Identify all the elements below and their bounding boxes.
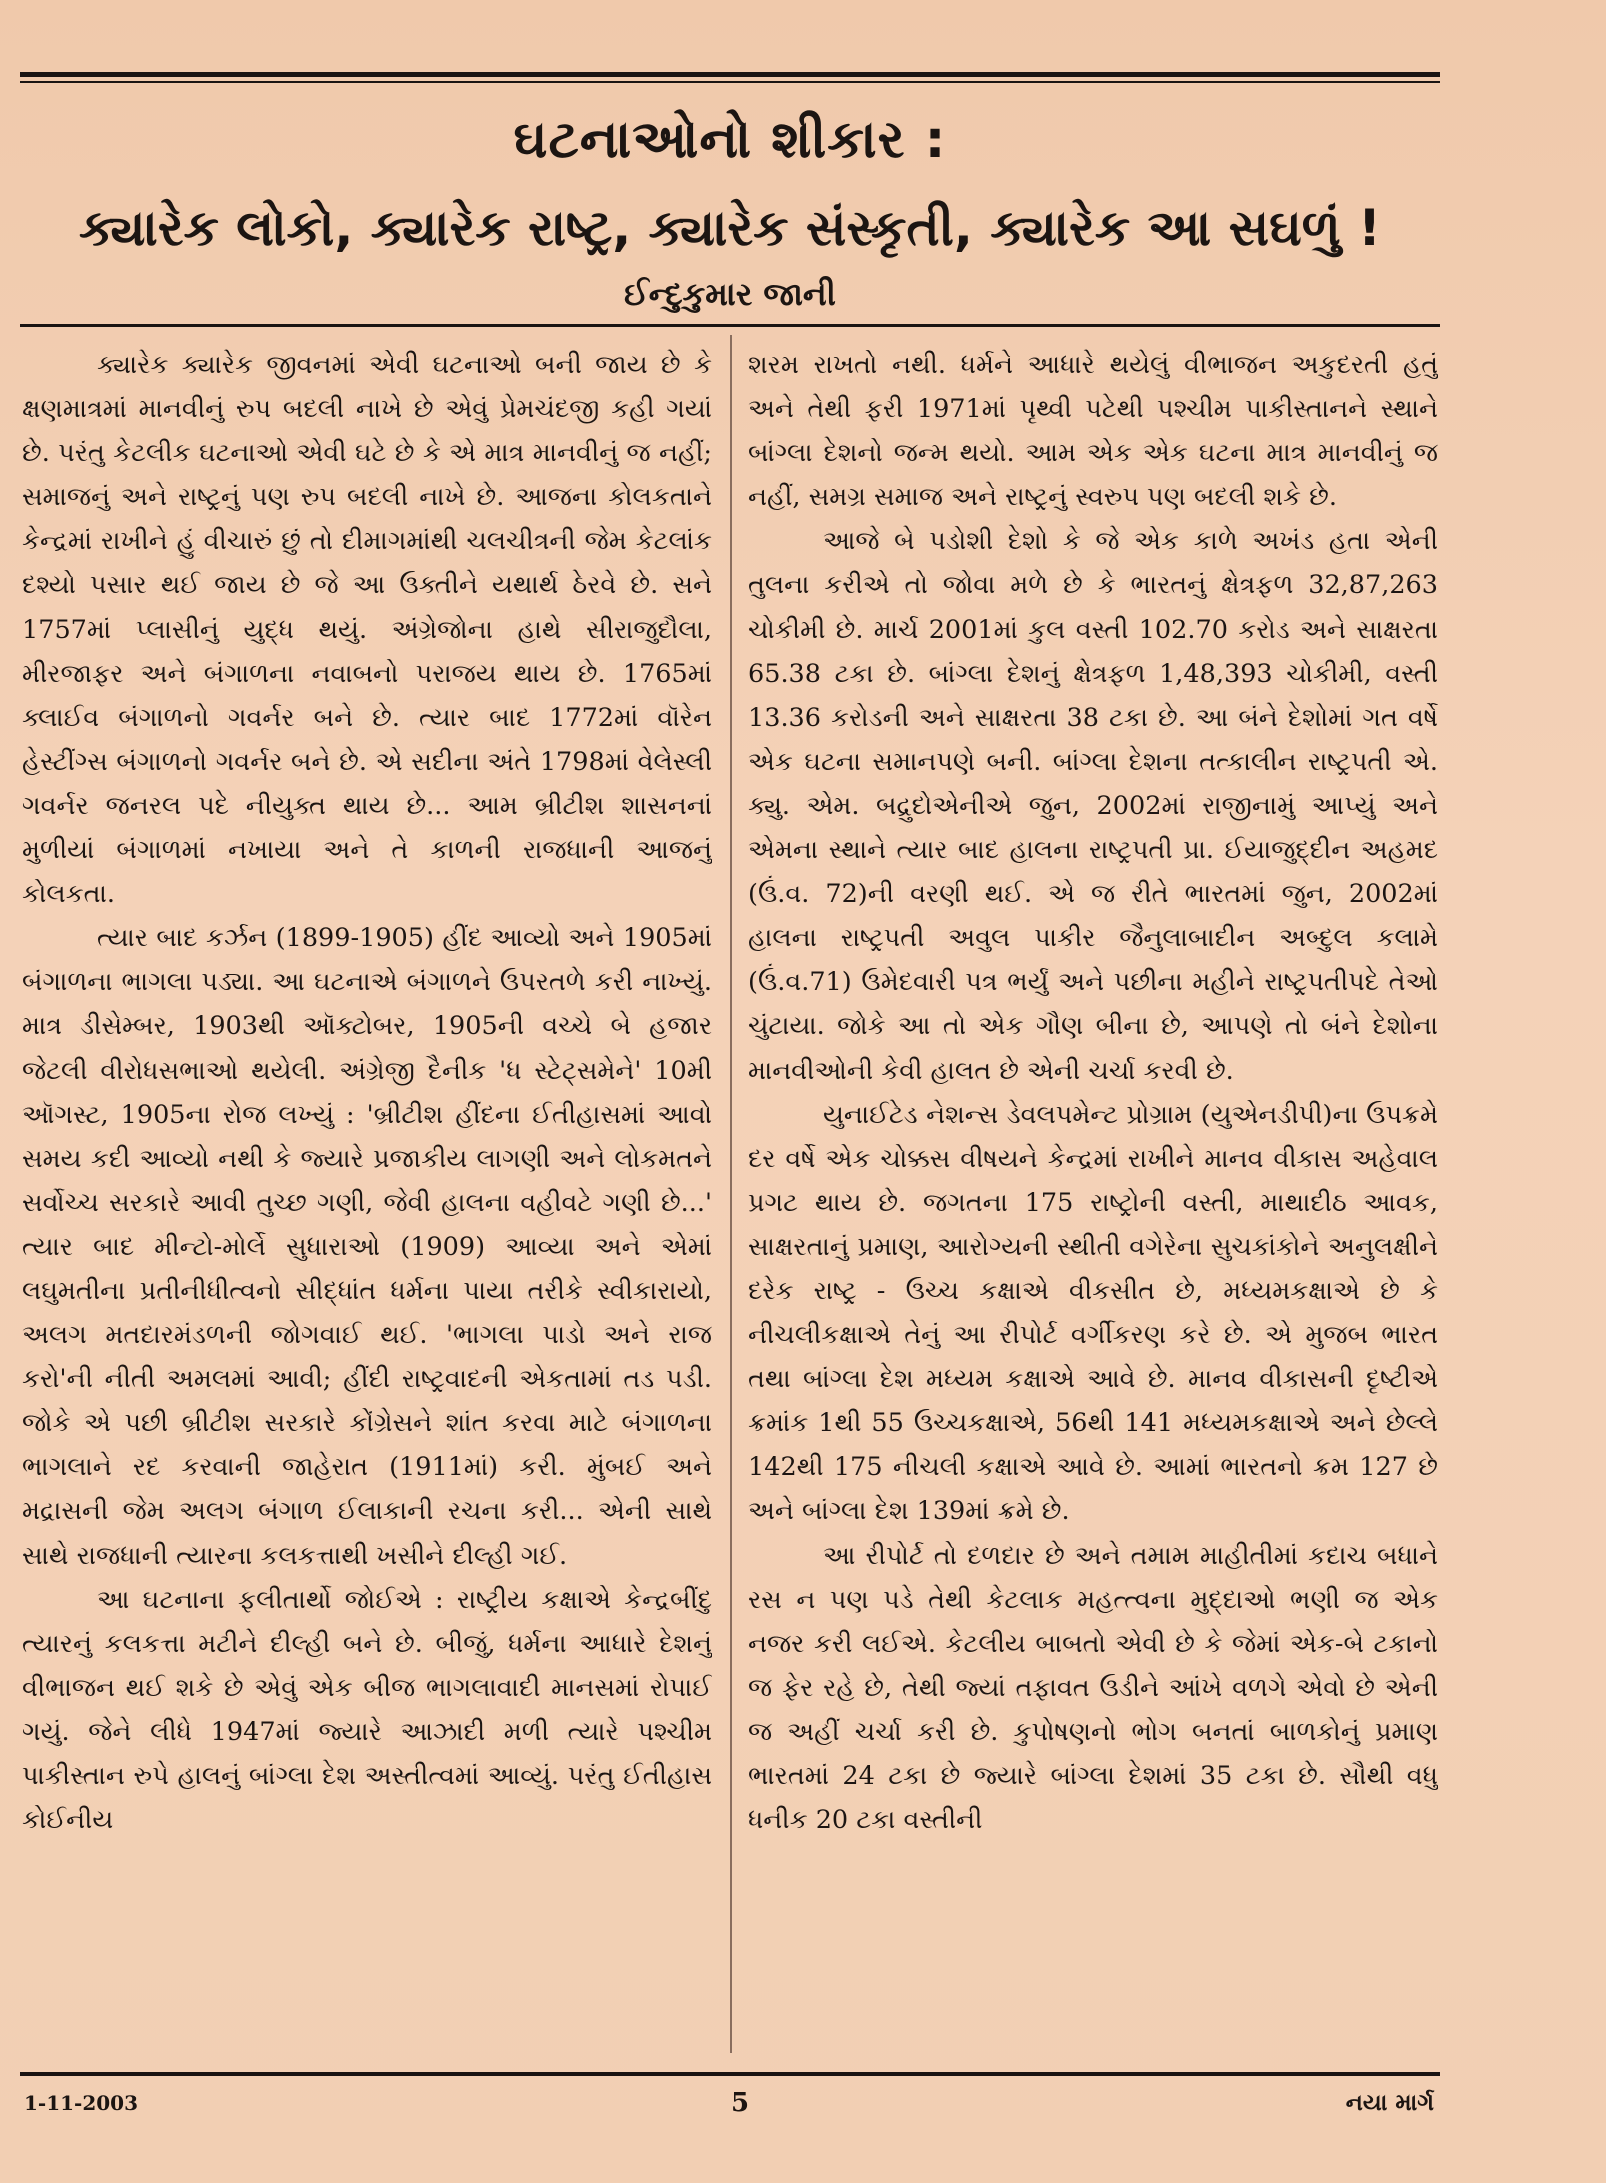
issue-date: 1-11-2003 [24, 2091, 139, 2115]
right-column [748, 343, 1438, 2048]
header-rule [20, 324, 1440, 327]
paragraph: યુનાઈટેડ નેશન્સ ડેવલપમેન્ટ પ્રોગ્રામ (યુએનડીપી)ના ઉપક્રમે દર વર્ષે એક ચોક્કસ વીષયને કેન્દ્રમાં રાખીને માનવ વીકાસ અહેવાલ પ્રગટ થાય છે. જગતના 175 રાષ્ટ્રોની વસ્તી, માથાદીઠ આવક, સાક્ષરતાનું પ્રમાણ, આરોગ્યની સ્થીતી વગેરેના સુચકાંકોને અનુલક્ષીને દરેક રાષ્ટ્ર - ઉચ્ચ કક્ષાએ વીકસીત છે, મધ્યમકક્ષાએ છે કે નીચલીકક્ષાએ તેનું આ રીપોર્ટ વર્ગીકરણ કરે છે. એ મુજબ ભારત તથા બાંગ્લા દેશ મધ્યમ કક્ષાએ આવે છે. માનવ વીકાસની દૃષ્ટીએ ક્રમાંક 1થી 55 ઉચ્ચકક્ષાએ, 56થી 141 મધ્યમકક્ષાએ અને છેલ્લે 142થી 175 નીચલી કક્ષાએ આવે છે. આમાં ભારતનો ક્રમ 127 છે અને બાંગ્લા દેશ 139માં ક્રમે છે. [748, 1099, 1438, 1527]
top-rule-thin [20, 81, 1440, 83]
article-title: ઘટનાઓનો શીકાર : [513, 110, 947, 170]
column-divider [730, 335, 732, 2053]
paragraph: આ ઘટનાના ફલીતાર્થો જોઈએ : રાષ્ટ્રીય કક્ષાએ કેન્દ્રબીંદુ ત્યારનું કલકત્તા મટીને દીલ્હી બને છે. બીજું, ધર્મના આધારે દેશનું વીભાજન થઈ શકે છે એવું એક બીજ ભાગલાવાદી માનસમાં રોપાઈ ગયું. જેને લીધે 1947માં જ્યારે આઝાદી મળી ત્યારે પશ્ચીમ પાકીસ્તાન રુપે હાલનું બાંગ્લા દેશ અસ્તીત્વમાં આવ્યું. પરંતુ ઈતીહાસ કોઈનીય [22, 1584, 712, 1836]
article-subtitle: ક્યારેક લોકો, ક્યારેક રાષ્ટ્ર, ક્યારેક સંસ્કૃતી, ક્યારેક આ સઘળું ! [79, 199, 1381, 257]
left-column [22, 343, 712, 2048]
paragraph: આજે બે પડોશી દેશો કે જે એક કાળે અખંડ હતા એની તુલના કરીએ તો જોવા મળે છે કે ભારતનું ક્ષેત્રફળ 32,87,263 ચોકીમી છે. માર્ચ 2001માં કુલ વસ્તી 102.70 કરોડ અને સાક્ષરતા 65.38 ટકા છે. બાંગ્લા દેશનું ક્ષેત્રફળ 1,48,393 ચોકીમી, વસ્તી 13.36 કરોડની અને સાક્ષરતા 38 ટકા છે. આ બંને દેશોમાં ગત વર્ષે એક ઘટના સમાનપણે બની. બાંગ્લા દેશના તત્કાલીન રાષ્ટ્રપતી એ. ક્યુ. એમ. બદ્રુદોએનીએ જુન, 2002માં રાજીનામું આપ્યું અને એમના સ્થાને ત્યાર બાદ હાલના રાષ્ટ્રપતી પ્રા. ઈયાજુદ્દીન અહમદ (ઉં.વ. 72)ની વરણી થઈ. એ જ રીતે ભારતમાં જુન, 2002માં હાલના રાષ્ટ્રપતી અવુલ પાકીર જૈનુલાબાદીન અબ્દુલ કલામે (ઉં.વ.71) ઉમેદવારી પત્ર ભર્યું અને પછીના મહીને રાષ્ટ્રપતીપદે તેઓ ચુંટાયા. જોકે આ તો એક ગૌણ બીના છે, આપણે તો બંને દેશોના માનવીઓની કેવી હાલત છે એની ચર્ચા કરવી છે. [748, 526, 1438, 1086]
paragraph: ત્યાર બાદ કર્ઝન (1899-1905) હીંદ આવ્યો અને 1905માં બંગાળના ભાગલા પડ્યા. આ ઘટનાએ બંગાળને ઉપરતળે કરી નાખ્યું. માત્ર ડીસેમ્બર, 1903થી ઑક્ટોબર, 1905ની વચ્ચે બે હજાર જેટલી વીરોધસભાઓ થયેલી. અંગ્રેજી દૈનીક 'ધ સ્ટેટ્સમેને' 10મી ઑગસ્ટ, 1905ના રોજ લખ્યું : 'બ્રીટીશ હીંદના ઈતીહાસમાં આવો સમય કદી આવ્યો નથી કે જ્યારે પ્રજાકીય લાગણી અને લોકમતને સર્વોચ્ચ સરકારે આવી તુચ્છ ગણી, જેવી હાલના વહીવટે ગણી છે...' ત્યાર બાદ મીન્ટો-મોર્લે સુધારાઓ (1909) આવ્યા અને એમાં લઘુમતીના પ્રતીનીધીત્વનો સીદ્ધાંત ધર્મના પાયા તરીકે સ્વીકારાયો, અલગ મતદારમંડળની જોગવાઈ થઈ. 'ભાગલા પાડો અને રાજ કરો'ની નીતી અમલમાં આવી; હીંદી રાષ્ટ્રવાદની એકતામાં તડ પડી. જોકે એ પછી બ્રીટીશ સરકારે કોંગ્રેસને શાંત કરવા માટે બંગાળના ભાગલાને રદ કરવાની જાહેરાત (1911માં) કરી. મુંબઈ અને મદ્રાસની જેમ અલગ બંગાળ ઈલાકાની રચના કરી... એની સાથે સાથે રાજધાની ત્યારના કલકત્તાથી ખસીને દીલ્હી ગઈ. [22, 923, 712, 1571]
magazine-name: નયા માર્ગ [1345, 2089, 1434, 2116]
paragraph: શરમ રાખતો નથી. ધર્મને આધારે થયેલું વીભાજન અકુદરતી હતું અને તેથી ફરી 1971માં પૃથ્વી પટેથી પશ્ચીમ પાકીસ્તાનને સ્થાને બાંગ્લા દેશનો જન્મ થયો. આમ એક એક ઘટના માત્ર માનવીનું જ નહીં, સમગ્ર સમાજ અને રાષ્ટ્રનું સ્વરુપ પણ બદલી શકે છે. [748, 350, 1438, 513]
top-rule-thick [20, 72, 1440, 77]
paragraph: ક્યારેક ક્યારેક જીવનમાં એવી ઘટનાઓ બની જાય છે કે ક્ષણમાત્રમાં માનવીનું રુપ બદલી નાખે છે એવું પ્રેમચંદજી કહી ગયાં છે. પરંતુ કેટલીક ઘટનાઓ એવી ઘટે છે કે એ માત્ર માનવીનું જ નહીં; સમાજનું અને રાષ્ટ્રનું પણ રુપ બદલી નાખે છે. આજના કોલકતાને કેન્દ્રમાં રાખીને હું વીચારું છું તો દીમાગમાંથી ચલચીત્રની જેમ કેટલાંક દશ્યો પસાર થઈ જાય છે જે આ ઉક્તીને યથાર્થ ઠેરવે છે. સને 1757માં પ્લાસીનું યુદ્ધ થયું. અંગ્રેજોના હાથે સીરાજુદૌલા, મીરજાફર અને બંગાળના નવાબનો પરાજય થાય છે. 1765માં ક્લાઈવ બંગાળનો ગવર્નર બને છે. ત્યાર બાદ 1772માં વૉરેન હેસ્ટીંગ્સ બંગાળનો ગવર્નર બને છે. એ સદીના અંતે 1798માં વેલેસ્લી ગવર્નર જનરલ પદે નીયુક્ત થાય છે... આમ બ્રીટીશ શાસનનાં મુળીયાં બંગાળમાં નખાયા અને તે કાળની રાજધાની આજનું કોલકતા. [22, 350, 712, 910]
paragraph: આ રીપોર્ટ તો દળદાર છે અને તમામ માહીતીમાં કદાચ બધાને રસ ન પણ પડે તેથી કેટલાક મહત્ત્વના મુદ્દાઓ ભણી જ એક નજર કરી લઈએ. કેટલીય બાબતો એવી છે કે જેમાં એક-બે ટકાનો જ ફેર રહે છે, તેથી જ્યાં તફાવત ઉડીને આંખે વળગે એવો છે એની જ અહીં ચર્ચા કરી છે. કુપોષણનો ભોગ બનતાં બાળકોનું પ્રમાણ ભારતમાં 24 ટકા છે જ્યારે બાંગ્લા દેશમાં 35 ટકા છે. સૌથી વધુ ધનીક 20 ટકા વસ્તીની [748, 1540, 1438, 1836]
article-author: ઈન્દુકુમાર જાની [624, 275, 836, 313]
footer-rule [20, 2072, 1440, 2076]
page-number: 5 [730, 2088, 750, 2118]
